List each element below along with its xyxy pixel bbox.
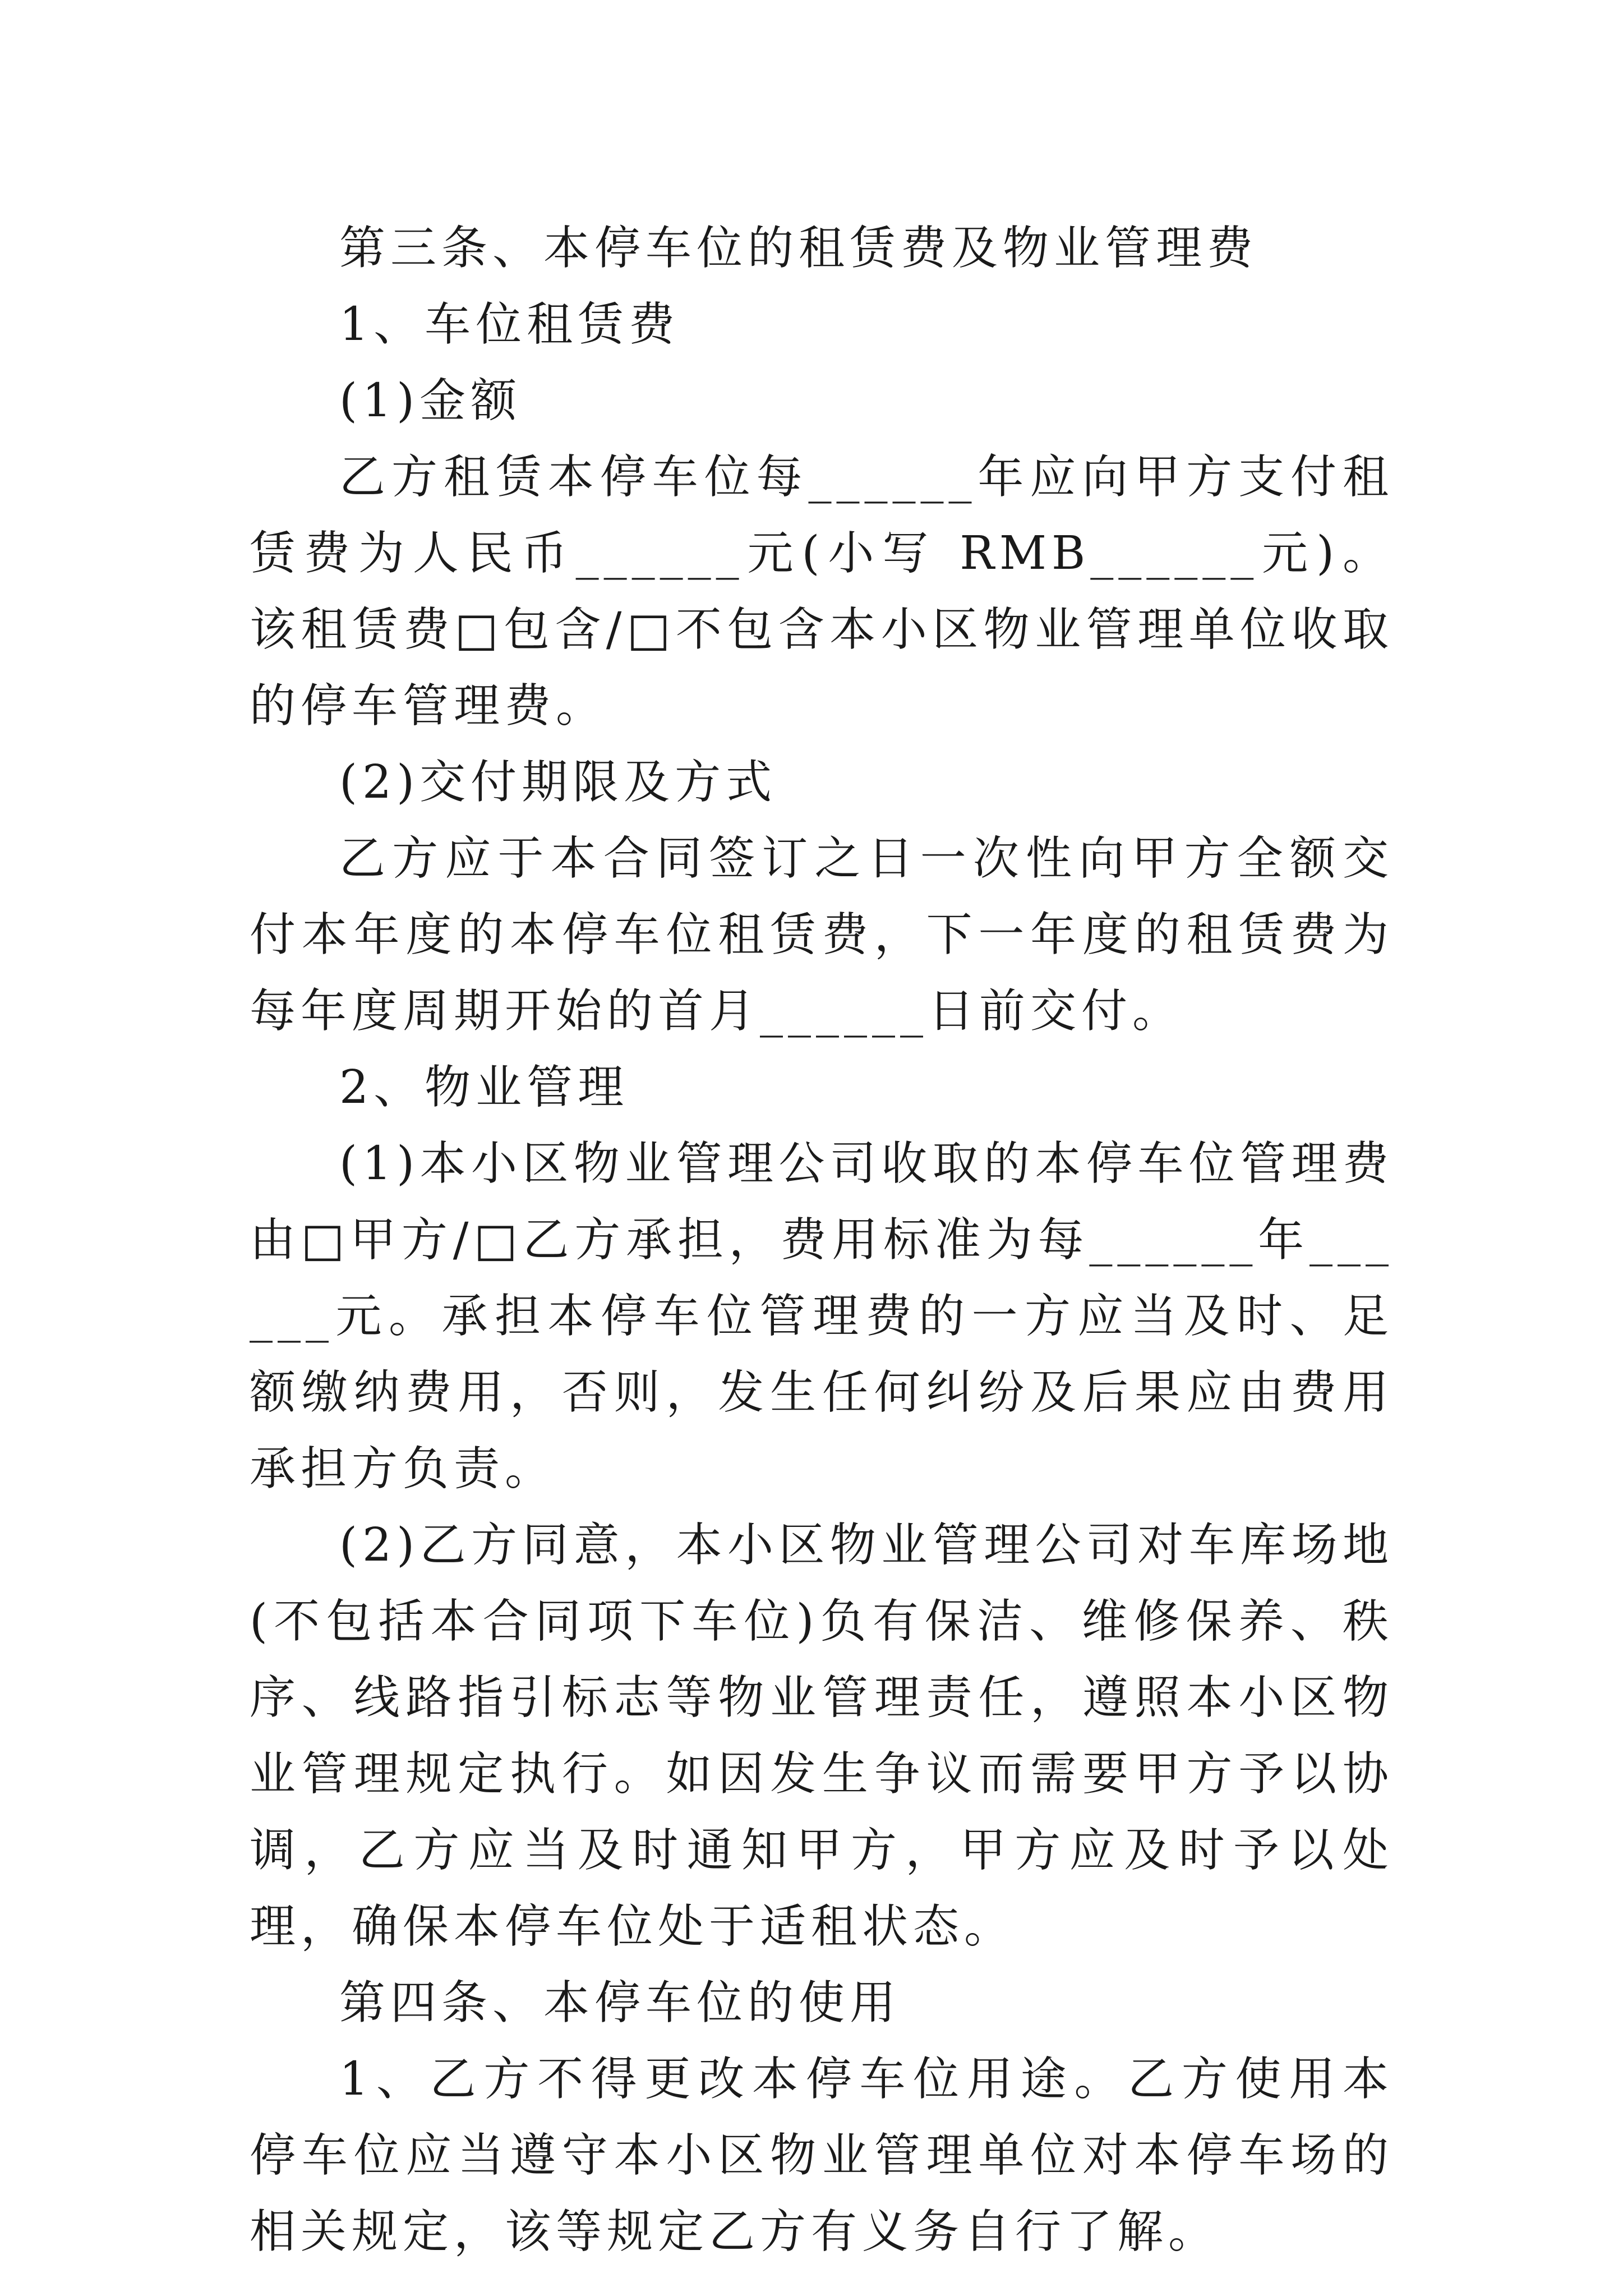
paragraph-management-duties: (2)乙方同意，本小区物业管理公司对车库场地(不包括本合同项下车位)负有保洁、维修保养、秩序、线路指引标志等物业管理责任，遵照本小区物业管理规定执行。如因发生争议而需要甲方予以协调，乙方应当及时通知甲方，甲方应及时予以处理，确保本停车位处于适租状态。 <box>250 1519 1394 1953</box>
paragraph-management-fee: (1)本小区物业管理公司收取的本停车位管理费由□甲方/□乙方承担，费用标准为每______年______元。承担本停车位管理费的一方应当及时、足额缴纳费用，否则，发生任何纠纷及后果应由费用承担方负责。 <box>250 1137 1394 1496</box>
subsection-amount: (1)金额 <box>339 374 522 427</box>
subsection-payment-terms: (2)交付期限及方式 <box>339 756 777 809</box>
section-1-rental-fee: 1、车位租赁费 <box>339 298 680 351</box>
section-2-property-management: 2、物业管理 <box>339 1061 629 1114</box>
paragraph-rent-amount: 乙方租赁本停车位每______年应向甲方支付租赁费为人民币______元(小写 RMB______元)。该租赁费□包含/□不包含本小区物业管理单位收取的停车管理费。 <box>250 450 1394 733</box>
paragraph-payment-terms: 乙方应于本合同签订之日一次性向甲方全额交付本年度的本停车位租赁费，下一年度的租赁费为每年度周期开始的首月______日前交付。 <box>250 832 1394 1038</box>
document-body <box>250 210 1394 2270</box>
heading-article-4: 第四条、本停车位的使用 <box>339 1976 901 2030</box>
heading-article-3: 第三条、本停车位的租赁费及物业管理费 <box>339 222 1258 275</box>
paragraph-usage-rules: 1、乙方不得更改本停车位用途。乙方使用本停车位应当遵守本小区物业管理单位对本停车场的相关规定，该等规定乙方有义务自行了解。 <box>250 2053 1394 2258</box>
